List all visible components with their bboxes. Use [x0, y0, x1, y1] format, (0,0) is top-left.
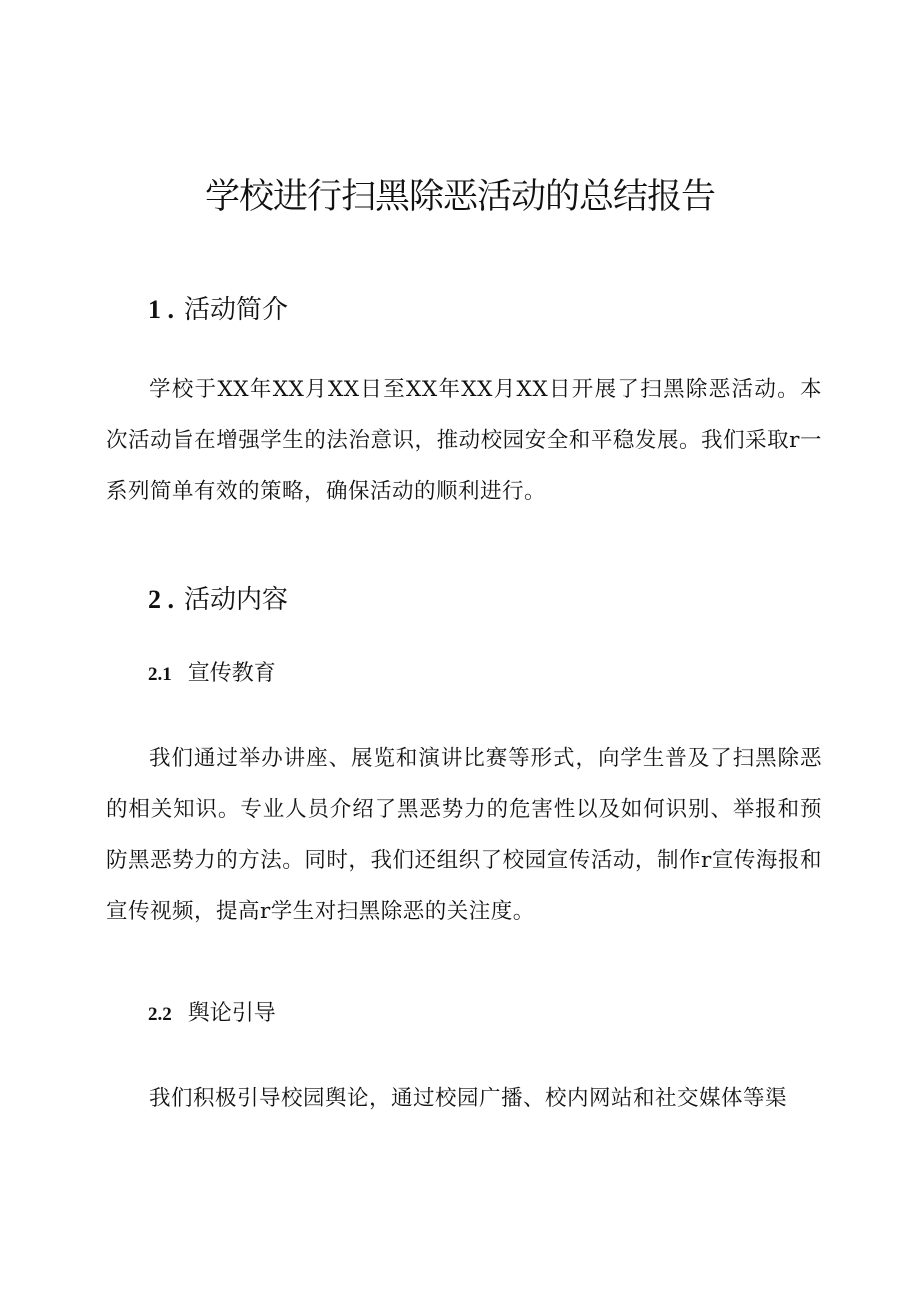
- section-title: 活动内容: [184, 585, 289, 615]
- section-number: 2 .: [148, 585, 174, 614]
- subsection-heading-publicity: [148, 656, 276, 693]
- publicity-paragraph: 我们通过举办讲座、展览和演讲比赛等形式，向学生普及了扫黑除恶的相关知识。专业人员介绍了黑恶势力的危害性以及如何识别、举报和预防黑恶势力的方法。同时，我们还组织了校园宣传活动，制作r宣传海报和宣传视频，提高r学生对扫黑除恶的关注度。: [106, 746, 822, 924]
- subsection-title: 舆论引导: [187, 1001, 276, 1026]
- document-title: 学校进行扫黑除恶活动的总结报告: [204, 177, 715, 217]
- intro-paragraph: 学校于XX年XX月XX日至XX年XX月XX日开展了扫黑除恶活动。本次活动旨在增强学生的法治意识，推动校园安全和平稳发展。我们采取r一系列简单有效的策略，确保活动的顺利进行。: [106, 377, 822, 504]
- subsection-number: 2.2: [148, 1004, 172, 1025]
- subsection-number: 2.1: [148, 664, 172, 685]
- subsection-title: 宣传教育: [187, 661, 276, 686]
- section-heading-intro: [148, 290, 288, 330]
- section-title: 活动简介: [184, 295, 289, 325]
- section-number: 1 .: [148, 295, 174, 324]
- opinion-paragraph: 我们积极引导校园舆论，通过校园广播、校内网站和社交媒体等渠: [149, 1086, 788, 1111]
- section-heading-content: [148, 580, 288, 620]
- subsection-heading-opinion: [148, 996, 276, 1033]
